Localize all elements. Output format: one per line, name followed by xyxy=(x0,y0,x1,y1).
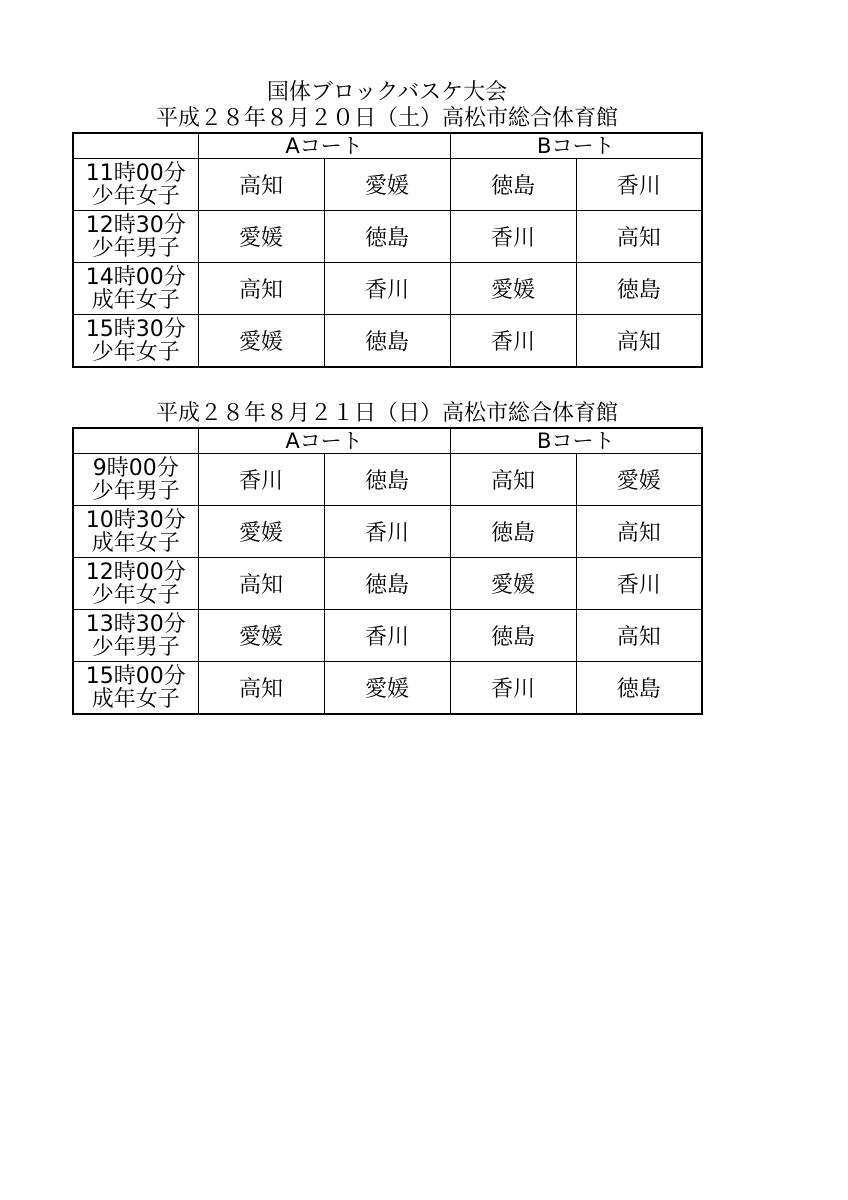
court-a-team-1: 愛媛 xyxy=(198,315,324,368)
court-a-team-2: 香川 xyxy=(324,506,450,558)
court-b-team-1: 徳島 xyxy=(450,610,576,662)
match-time: 12時30分 xyxy=(85,212,186,238)
day2-heading: 平成２８年８月２１日（日）高松市総合体育館 xyxy=(155,401,618,426)
time-category-cell xyxy=(73,454,198,506)
court-a-team-2: 徳島 xyxy=(324,211,450,263)
court-a-team-2: 愛媛 xyxy=(324,662,450,715)
court-a-team-2: 香川 xyxy=(324,610,450,662)
court-a-team-1: 高知 xyxy=(198,662,324,715)
match-category: 少年女子 xyxy=(91,183,180,209)
match-time: 10時30分 xyxy=(85,507,186,533)
court-a-header: Aコート xyxy=(198,428,450,454)
court-a-team-1: 香川 xyxy=(198,454,324,506)
court-b-team-1: 香川 xyxy=(450,315,576,368)
time-category-cell xyxy=(73,315,198,368)
document-title: 国体ブロックバスケ大会 xyxy=(266,80,508,105)
time-category-cell xyxy=(73,159,198,211)
table-header-row xyxy=(73,133,702,159)
court-a-team-1: 高知 xyxy=(198,263,324,315)
court-a-team-2: 愛媛 xyxy=(324,159,450,211)
court-b-team-2: 高知 xyxy=(576,211,702,263)
match-category: 成年女子 xyxy=(91,686,180,712)
court-b-team-1: 愛媛 xyxy=(450,263,576,315)
day2-schedule-table xyxy=(72,427,703,715)
match-time: 14時00分 xyxy=(85,264,186,290)
time-category-cell xyxy=(73,610,198,662)
table-row xyxy=(73,211,702,263)
time-category-cell xyxy=(73,506,198,558)
court-a-team-1: 高知 xyxy=(198,558,324,610)
court-b-team-1: 徳島 xyxy=(450,506,576,558)
time-header-blank xyxy=(73,133,198,159)
court-b-team-2: 高知 xyxy=(576,315,702,368)
match-time: 9時00分 xyxy=(92,455,179,481)
court-b-team-2: 愛媛 xyxy=(576,454,702,506)
table-row xyxy=(73,454,702,506)
time-category-cell xyxy=(73,662,198,715)
table-row xyxy=(73,263,702,315)
court-a-team-1: 愛媛 xyxy=(198,610,324,662)
court-b-team-1: 香川 xyxy=(450,662,576,715)
table-row xyxy=(73,506,702,558)
court-b-team-2: 高知 xyxy=(576,506,702,558)
court-b-header: Bコート xyxy=(450,133,702,159)
court-b-team-1: 徳島 xyxy=(450,159,576,211)
court-a-header: Aコート xyxy=(198,133,450,159)
court-b-team-2: 香川 xyxy=(576,159,702,211)
time-category-cell xyxy=(73,211,198,263)
time-header-blank xyxy=(73,428,198,454)
court-a-team-1: 高知 xyxy=(198,159,324,211)
court-b-team-2: 徳島 xyxy=(576,662,702,715)
time-category-cell xyxy=(73,263,198,315)
court-a-team-2: 徳島 xyxy=(324,315,450,368)
table-row xyxy=(73,558,702,610)
court-a-team-1: 愛媛 xyxy=(198,506,324,558)
court-a-team-2: 徳島 xyxy=(324,558,450,610)
court-a-team-1: 愛媛 xyxy=(198,211,324,263)
match-time: 15時30分 xyxy=(85,316,186,342)
match-category: 成年女子 xyxy=(91,287,180,313)
court-b-team-1: 高知 xyxy=(450,454,576,506)
court-b-team-2: 徳島 xyxy=(576,263,702,315)
court-b-team-2: 高知 xyxy=(576,610,702,662)
match-category: 成年女子 xyxy=(91,530,180,556)
table-row xyxy=(73,159,702,211)
table-header-row xyxy=(73,428,702,454)
match-category: 少年女子 xyxy=(91,582,180,608)
match-time: 11時00分 xyxy=(85,160,186,186)
court-b-team-1: 愛媛 xyxy=(450,558,576,610)
court-b-team-2: 香川 xyxy=(576,558,702,610)
match-category: 少年女子 xyxy=(91,339,180,365)
day1-schedule-table xyxy=(72,132,703,368)
court-b-header: Bコート xyxy=(450,428,702,454)
court-a-team-2: 徳島 xyxy=(324,454,450,506)
table-row xyxy=(73,315,702,368)
match-time: 13時30分 xyxy=(85,611,186,637)
day1-heading: 平成２８年８月２０日（土）高松市総合体育館 xyxy=(155,106,618,131)
court-a-team-2: 香川 xyxy=(324,263,450,315)
match-category: 少年男子 xyxy=(91,634,180,660)
match-time: 15時00分 xyxy=(85,663,186,689)
match-time: 12時00分 xyxy=(85,559,186,585)
time-category-cell xyxy=(73,558,198,610)
match-category: 少年男子 xyxy=(91,235,180,261)
table-row xyxy=(73,610,702,662)
table-row xyxy=(73,662,702,715)
match-category: 少年男子 xyxy=(91,478,180,504)
court-b-team-1: 香川 xyxy=(450,211,576,263)
